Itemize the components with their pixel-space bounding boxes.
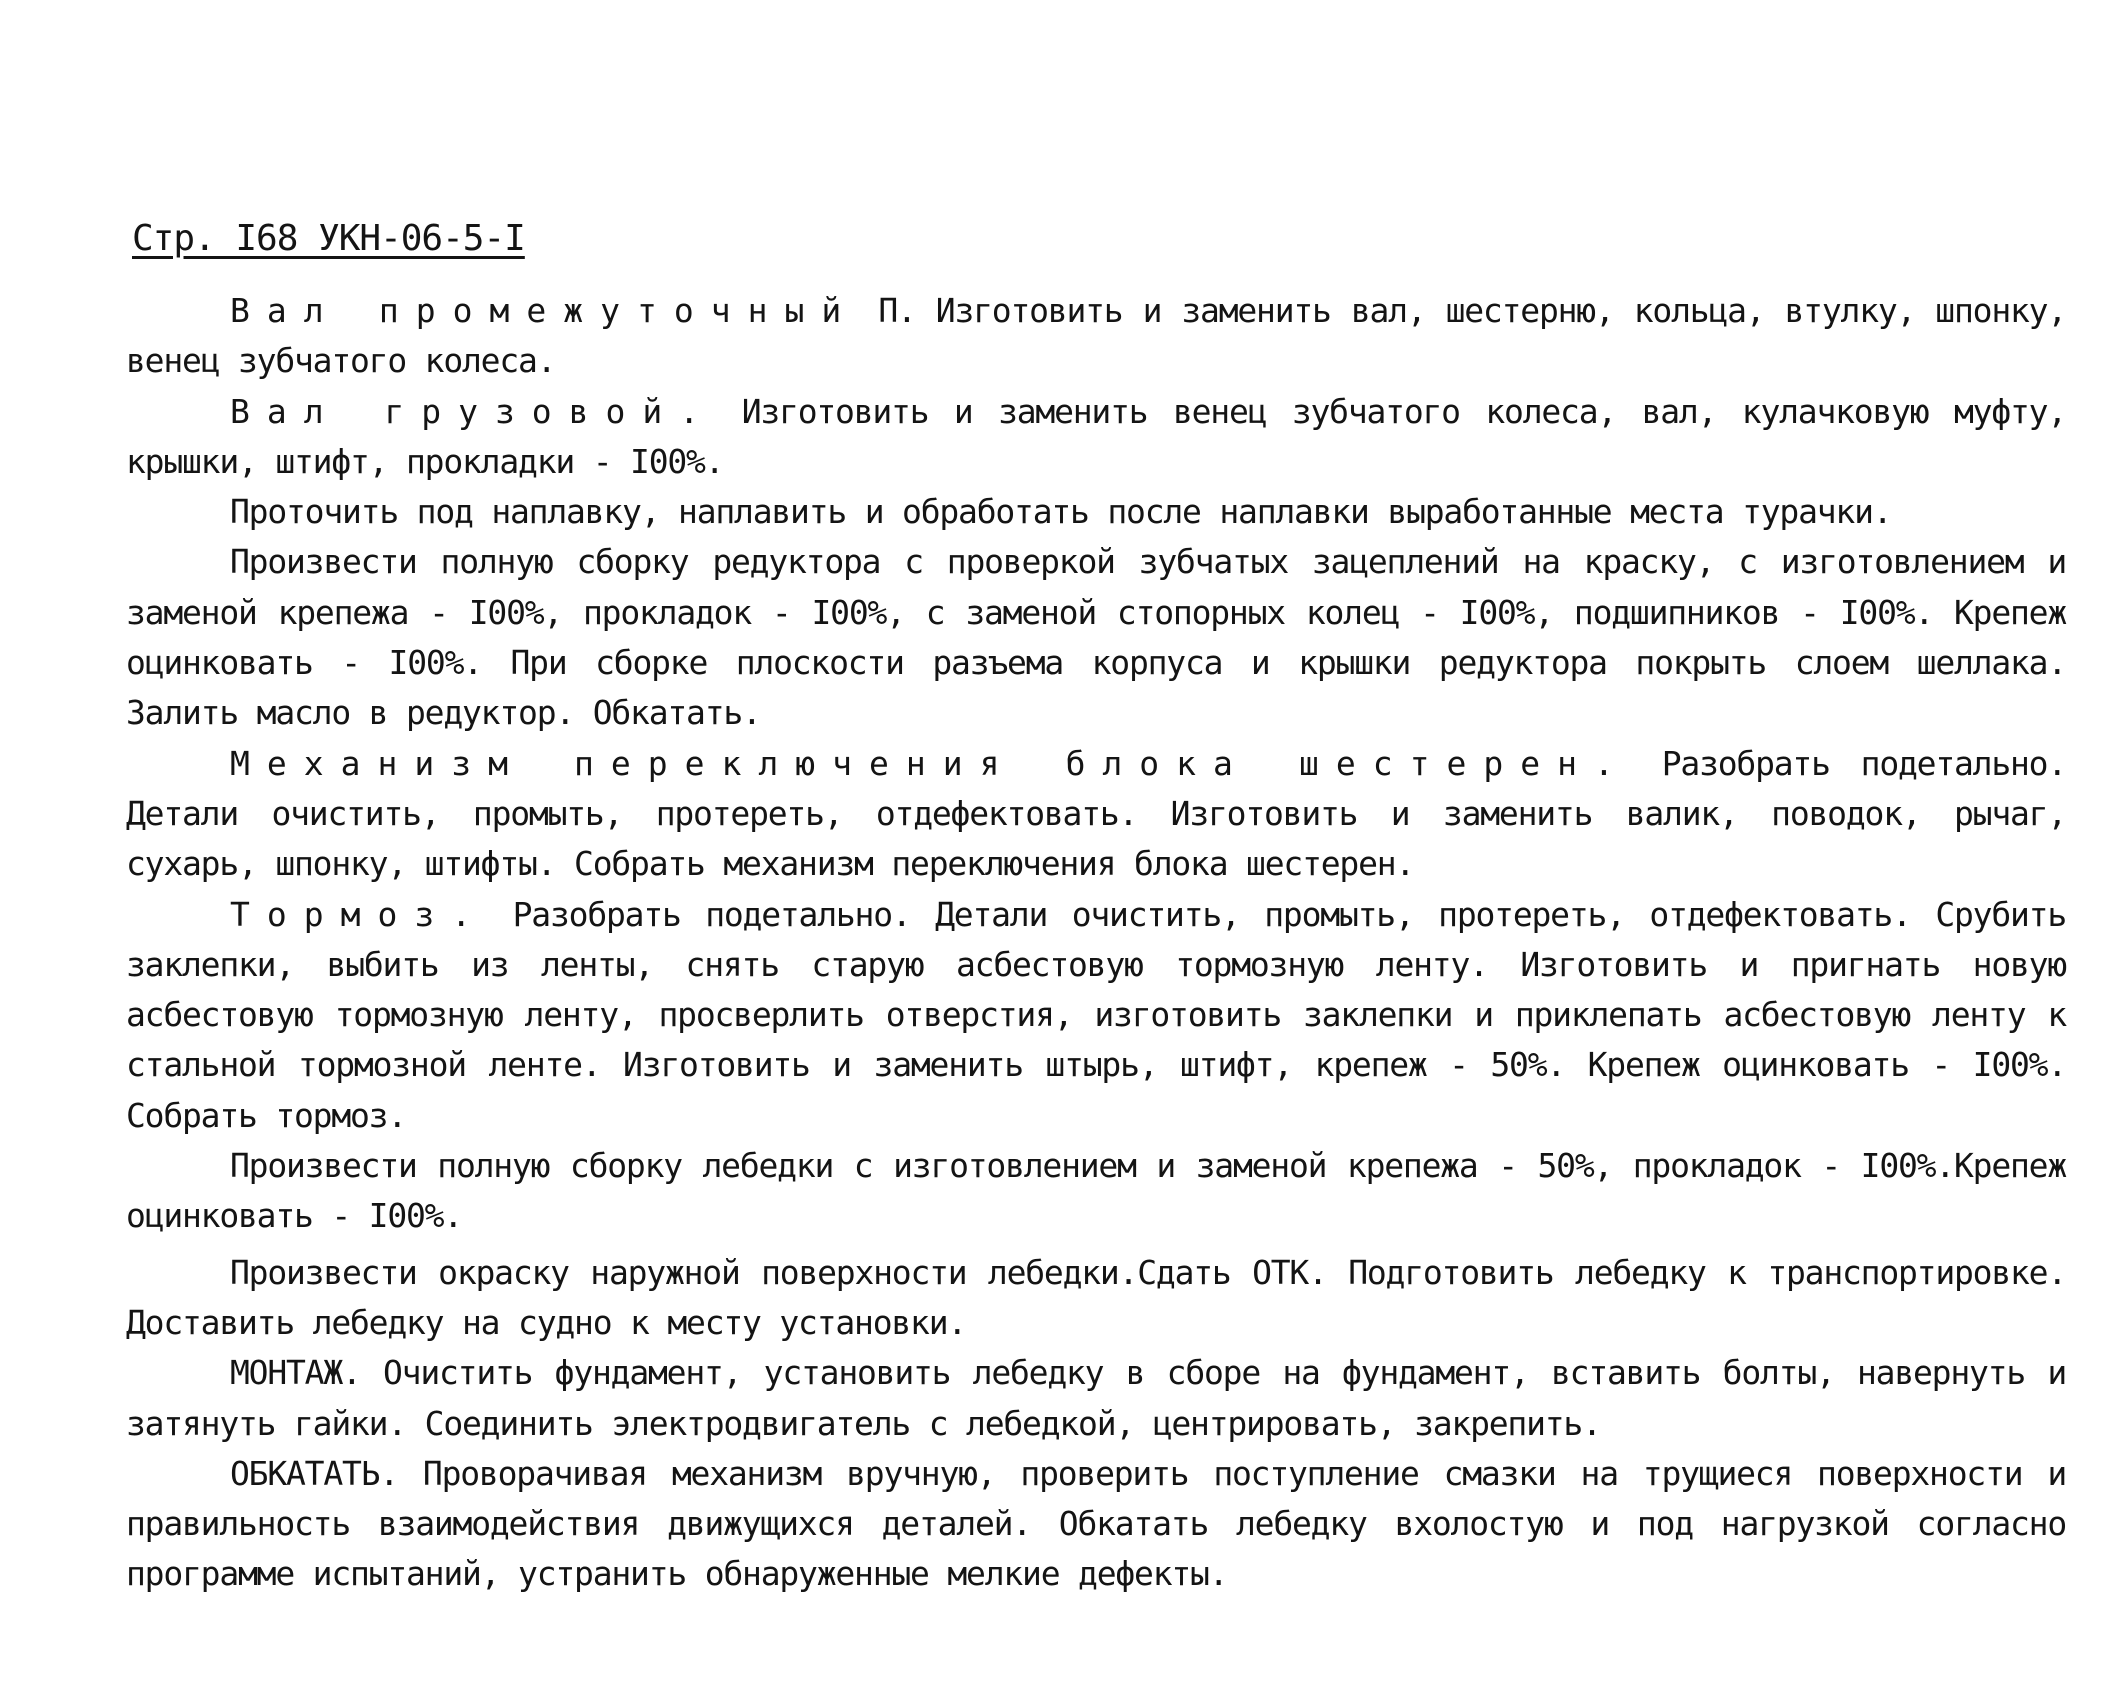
paragraph-heading: Вал грузовой. [230, 391, 717, 431]
paragraph-intermediate-shaft [126, 286, 2066, 387]
paragraph-text: П. Изготовить и заменить вал, шестерню, кольца, втулку, шпонку, венец зубчатого колеса. [126, 291, 2066, 381]
paragraph-heading: Тормоз. [230, 894, 489, 934]
page-header: Стр. I68 УКН-06-5-I [132, 218, 525, 259]
paragraph-brake [126, 890, 2066, 1141]
paragraph-heading: Вал промежуточный [230, 291, 859, 330]
paragraph-gear-shift-mechanism [126, 739, 2066, 890]
paragraph-text: МОНТАЖ. Очистить фундамент, установить лебедку в сборе на фундамент, вставить болты, навернуть и затянуть гайки. Соединить электродвигатель с лебедкой, центрировать, закрепить. [126, 1353, 2066, 1443]
paragraph-painting [126, 1248, 2066, 1349]
paragraph-text: Изготовить и заменить венец зубчатого колеса, вал, кулачковую муфту, крышки, штифт, прокладки - I00%. [126, 391, 2067, 481]
paragraph-text: Произвести полную сборку лебедки с изготовлением и заменой крепежа - 50%, прокладок - I00%.Крепеж оцинковать - I00%. [126, 1146, 2066, 1236]
paragraph-text: Произвести окраску наружной поверхности лебедки.Сдать ОТК. Подготовить лебедку к транспортировке. Доставить лебедку на судно к месту установки. [126, 1252, 2066, 1342]
paragraph-text: Проточить под наплавку, наплавить и обработать после наплавки выработанные места турачки. [230, 492, 1892, 532]
paragraph-hub-surfacing [126, 487, 2066, 537]
paragraph-text: ОБКАТАТЬ. Проворачивая механизм вручную, проверить поступление смазки на трущиеся поверхности и правильность взаимодействия движущихся деталей. Обкатать лебедку вхолостую и под нагрузкой согласно программе испытаний, устранить обнаруженные мелкие дефекты. [126, 1453, 2066, 1594]
document-body [126, 286, 2066, 1600]
paragraph-reducer-assembly [126, 537, 2066, 738]
paragraph-heading: Механизм переключения блока шестерен. [230, 743, 1631, 783]
paragraph-run-in [126, 1449, 2066, 1600]
paragraph-text: Разобрать подетально. Детали очистить, промыть, протереть, отдефектовать. Изготовить и заменить валик, поводок, рычаг, сухарь, шпонку, штифты. Собрать механизм переключения блока шестерен. [126, 743, 2066, 884]
paragraph-installation [126, 1348, 2066, 1449]
paragraph-text: Произвести полную сборку редуктора с проверкой зубчатых зацеплений на краску, с изготовлением и заменой крепежа - I00%, прокладок - I00%, с заменой стопорных колец - I00%, подшипников - I00%. Крепеж оцинковать - I00%. При сборке плоскости разъема корпуса и крышки редуктора покрыть слоем шеллака. Залить масло в редуктор. Обкатать. [126, 542, 2066, 733]
paragraph-cargo-shaft [126, 387, 2066, 488]
paragraph-text: Разобрать подетально. Детали очистить, промыть, протереть, отдефектовать. Срубить заклепки, выбить из ленты, снять старую асбестовую тормозную ленту. Изготовить и пригнать новую асбестовую тормозную ленту, просверлить отверстия, изготовить заклепки и приклепать асбестовую ленту к стальной тормозной ленте. Изготовить и заменить штырь, штифт, крепеж - 50%. Крепеж оцинковать - I00%. Собрать тормоз. [126, 894, 2066, 1135]
paragraph-winch-assembly [126, 1141, 2066, 1242]
